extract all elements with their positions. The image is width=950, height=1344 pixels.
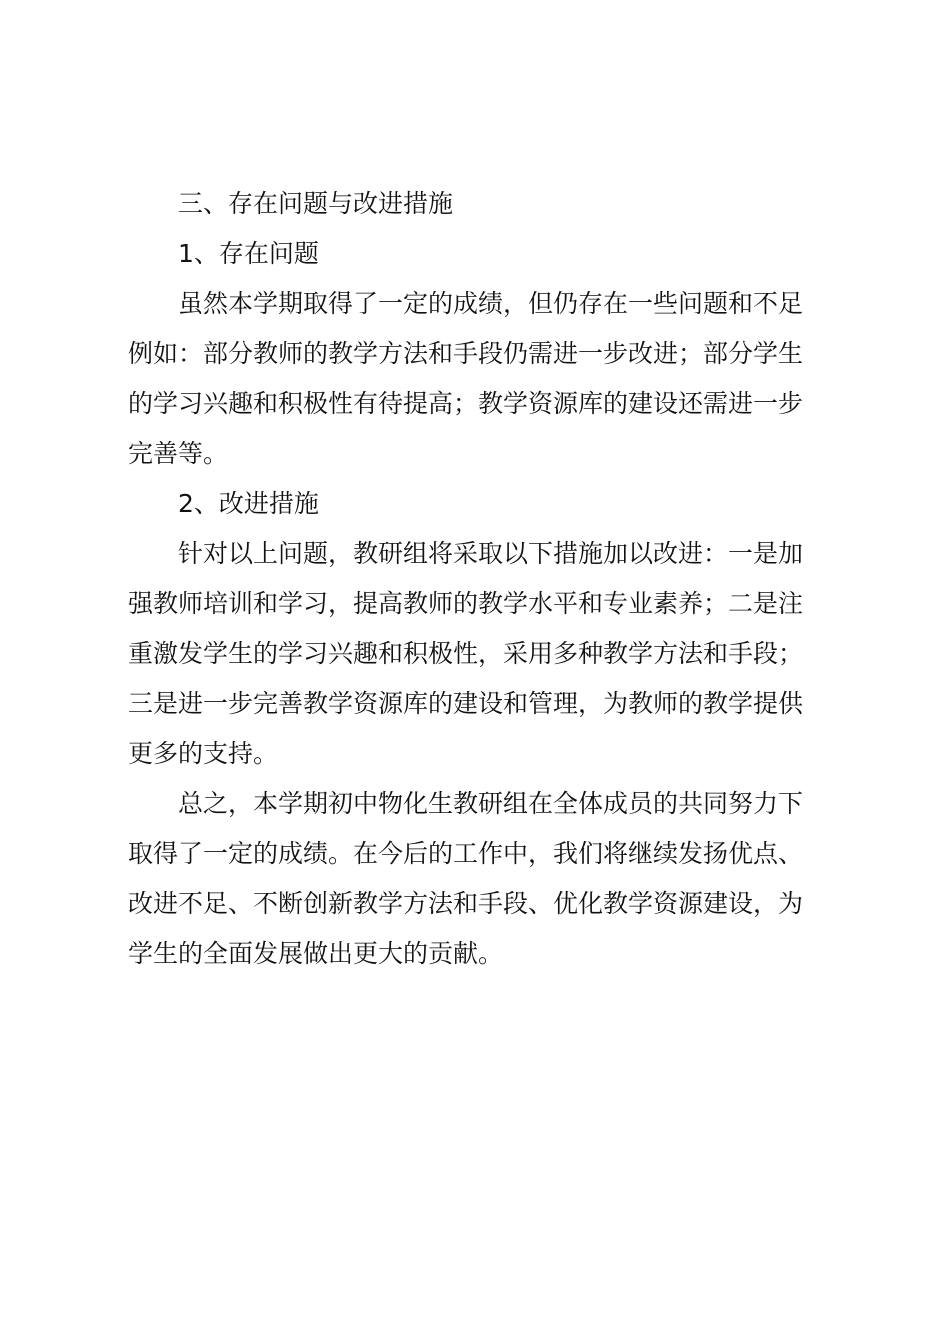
paragraph-measures-line-4: 三是进一步完善教学资源库的建设和管理，为教师的教学提供 xyxy=(128,689,804,718)
paragraph-measures-line-2: 强教师培训和学习，提高教师的教学水平和专业素养；二是注 xyxy=(128,589,804,618)
paragraph-problems-line-3: 的学习兴趣和积极性有待提高；教学资源库的建设还需进一步 xyxy=(128,389,804,418)
paragraph-problems-line-2: 例如：部分教师的教学方法和手段仍需进一步改进；部分学生 xyxy=(128,339,804,368)
paragraph-summary-line-1: 总之，本学期初中物化生教研组在全体成员的共同努力下 xyxy=(178,789,804,818)
paragraph-measures-line-5: 更多的支持。 xyxy=(128,739,279,768)
paragraph-measures-line-3: 重激发学生的学习兴趣和积极性，采用多种教学方法和手段； xyxy=(128,639,804,668)
paragraph-summary-line-3: 改进不足、不断创新教学方法和手段、优化教学资源建设，为 xyxy=(128,889,804,918)
paragraph-measures-line-1: 针对以上问题，教研组将采取以下措施加以改进：一是加 xyxy=(178,539,804,568)
section-heading: 三、存在问题与改进措施 xyxy=(178,189,454,218)
paragraph-summary-line-4: 学生的全面发展做出更大的贡献。 xyxy=(128,939,504,968)
paragraph-problems-line-4: 完善等。 xyxy=(128,439,229,468)
paragraph-problems-line-1: 虽然本学期取得了一定的成绩，但仍存在一些问题和不足 xyxy=(178,289,804,318)
subheading-problems: 1、存在问题 xyxy=(178,239,319,268)
subheading-measures: 2、改进措施 xyxy=(178,489,319,518)
paragraph-summary-line-2: 取得了一定的成绩。在今后的工作中，我们将继续发扬优点、 xyxy=(128,839,804,868)
